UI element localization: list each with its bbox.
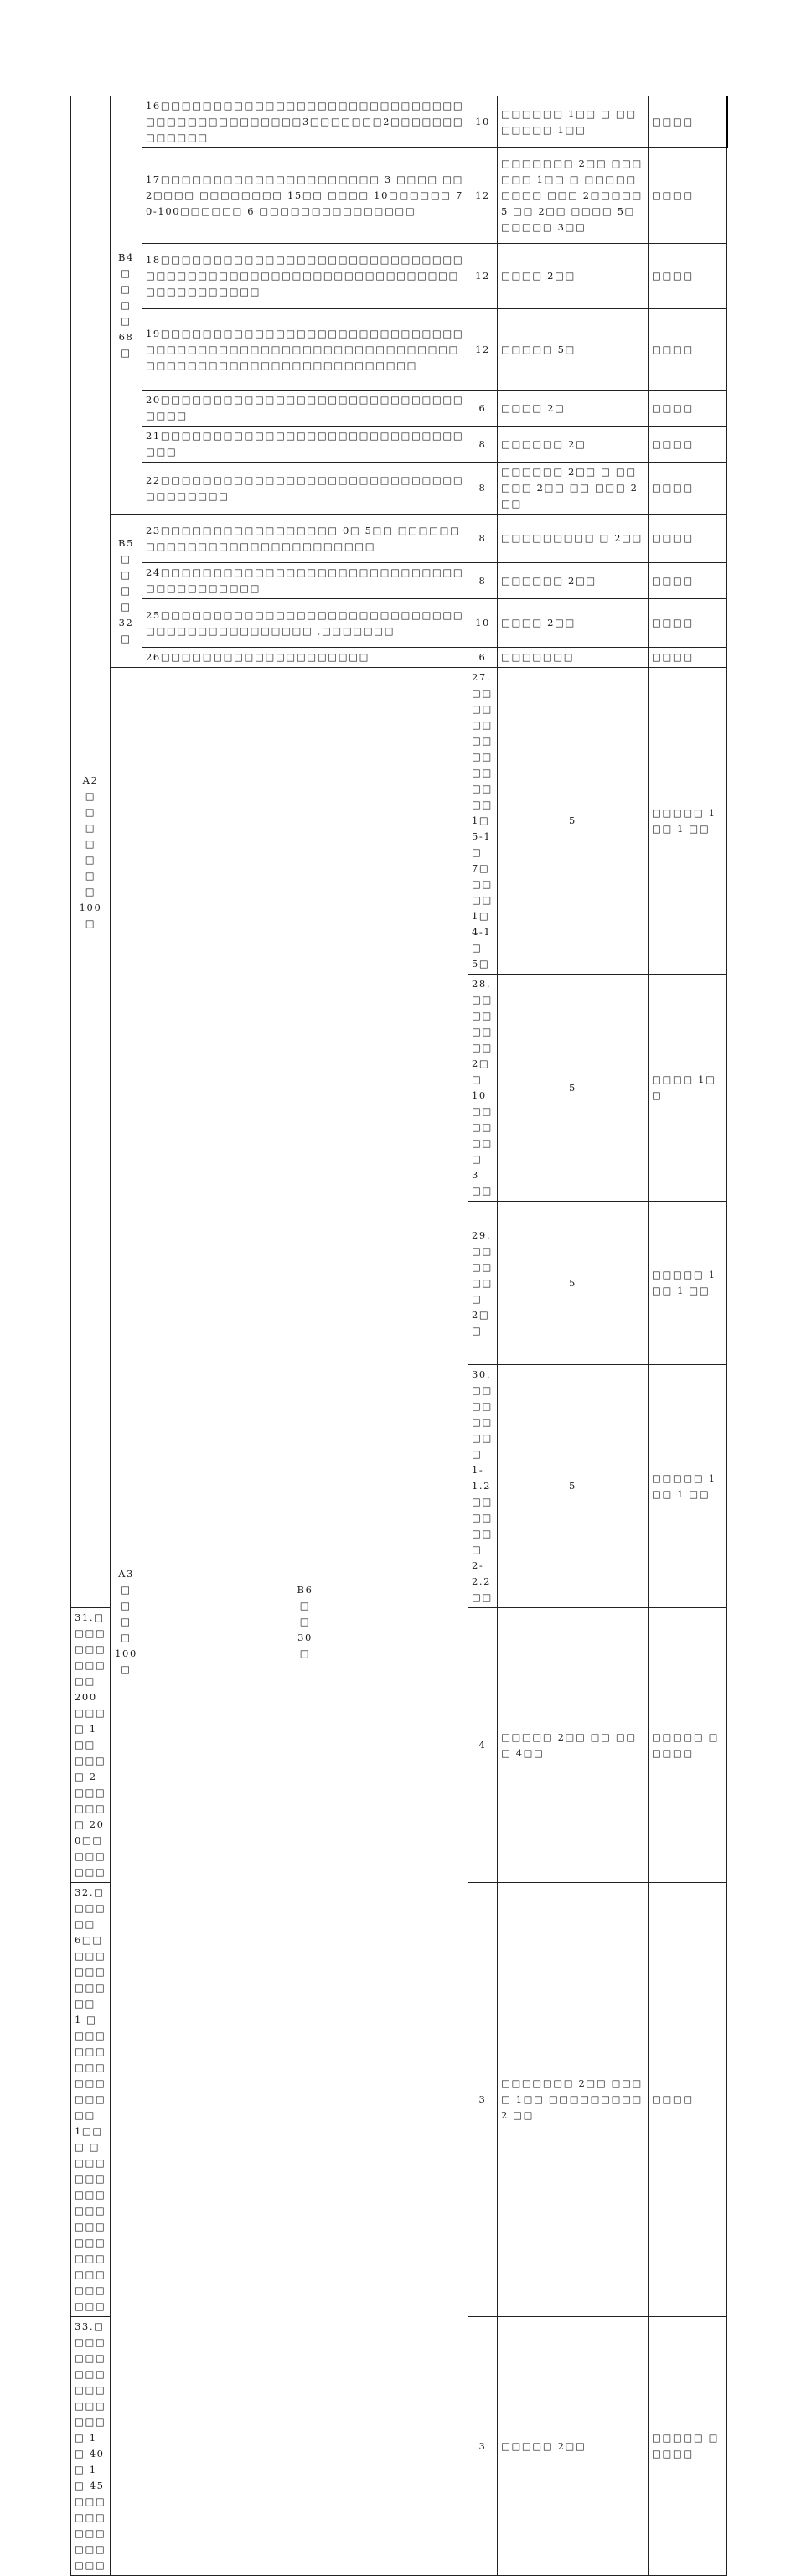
item-score: 3: [468, 2317, 498, 2576]
item-method: □□□□: [649, 427, 727, 463]
item-content: 24□□□□□□□□□□□□□□□□□□□□□□□□□□□□□□□□□□□□□□□□: [142, 563, 468, 599]
item-score: 10: [468, 599, 498, 648]
item-method: □□□□: [649, 648, 727, 668]
item-criteria: □□□□□□□ 2□□ □□□□□□ 1□□ □ □□□□□□□□□ □□□ 2□□□□□ 5 □□ 2□□ □□□□ 5□ □□□□□ 3□□: [498, 148, 649, 244]
subcategory-b6-label: B6 □ □ 30 □: [142, 668, 468, 2576]
table-row: [71, 563, 727, 599]
item-content: 31.□□□□□□□□□□□□ 200□□□□ 1□□ □□□□ 2□□□□□□□ 200□□□□□□□□: [71, 1608, 111, 1883]
item-content: 26□□□□□□□□□□□□□□□□□□□□: [142, 648, 468, 668]
category-a2-label: A2 □ □ □ □ □ □ □ 100 □: [71, 96, 111, 1608]
item-content: 25□□□□□□□□□□□□□□□□□□□□□□□□□□□□□□□□□□□□□□□□□□□□□ ,□□□□□□□: [142, 599, 468, 648]
item-criteria: □□□□□□ 2□□: [498, 563, 649, 599]
item-content: 27.□□□□□□□□□□□□ □□□□ 1□ 5-1□ 7□ □□□□ 1□ 4-1□ 5□: [468, 668, 498, 975]
item-method: □□□□: [649, 563, 727, 599]
item-method: □□□□: [649, 463, 727, 515]
item-score: 10: [468, 96, 498, 148]
item-method: □□□□: [649, 515, 727, 563]
table-row: [71, 515, 727, 563]
table-row: [71, 463, 727, 515]
item-criteria: □□□□ 2□□: [498, 244, 649, 309]
item-score: 12: [468, 309, 498, 391]
item-content: 17□□□□□□□□□□□□□□□□□□□□□ 3 □□□□ □□ 2□□□□ □□□□□□□□ 15□□ □□□□ 10□□□□□□ 70-100□□□□□□ 6 □□□□□□□□□□□□□□□: [142, 148, 468, 244]
item-method: □□□□: [649, 148, 727, 244]
item-criteria: □□□□□□□ 2□□ □□□□ 1□□ □□□□□□□□□ 2 □□: [498, 1883, 649, 2317]
item-score: 12: [468, 148, 498, 244]
item-method: □□□□: [649, 599, 727, 648]
item-criteria: □□□□ 2□: [498, 391, 649, 427]
item-content: 28.□□□□□□□□ 2□□ 10□□□□□□□ 3 □□: [468, 975, 498, 1202]
item-method: □□□□□ □□□□□: [649, 1608, 727, 1883]
item-method: □□□□: [649, 1883, 727, 2317]
item-score: 8: [468, 463, 498, 515]
item-method: □□□□□ □□□□□: [649, 2317, 727, 2576]
item-content: 30.□□□□ □□□□□ 1-1.2□□ □□□□□ 2-2.2 □□: [468, 1365, 498, 1608]
item-score: 6: [468, 391, 498, 427]
item-method: □□□□: [649, 244, 727, 309]
table-row: [71, 96, 727, 148]
item-criteria: □□□□ 1□□: [649, 975, 727, 1202]
item-criteria: □□□□□□□: [498, 648, 649, 668]
item-criteria: □□□□□□ 2□: [498, 427, 649, 463]
item-content: 18□□□□□□□□□□□□□□□□□□□□□□□□□□□□□□□□□□□□□□□□□□□□□□□□□□□□□□□□□□□□□□□□□□□□□□: [142, 244, 468, 309]
item-content: 16□□□□□□□□□□□□□□□□□□□□□□□□□□□□□□□□□□□□□□□□□□□□3□□□□□□□2□□□□□□□□□□□□□: [142, 96, 468, 148]
item-content: 21□□□□□□□□□□□□□□□□□□□□□□□□□□□□□□□□: [142, 427, 468, 463]
table-row: [71, 309, 727, 391]
table-row: [71, 427, 727, 463]
table-row: [71, 648, 727, 668]
item-method: □□□□: [649, 391, 727, 427]
item-score: 4: [468, 1608, 498, 1883]
item-content: 23□□□□□□□□□□□□□□□□□ 0□ 5□□ □□□□□□□□□□□□□□□□□□□□□□□□□□□□: [142, 515, 468, 563]
item-criteria: □□□□□ 2□□ □□ □□□ 4□□: [498, 1608, 649, 1883]
item-score: 8: [468, 563, 498, 599]
item-content: 19□□□□□□□□□□□□□□□□□□□□□□□□□□□□□□□□□□□□□□□□□□□□□□□□□□□□□□□□□□□□□□□□□□□□□□□□□□□□□□□□□□□□□: [142, 309, 468, 391]
item-criteria: □□□□□ 1 □□ 1 □□: [649, 1202, 727, 1365]
table-row: [71, 668, 727, 975]
item-score: 8: [468, 427, 498, 463]
item-criteria: □□□□□□ 2□□ □ □□□□□ 2□□ □□ □□□ 2□□: [498, 463, 649, 515]
item-score: 5: [498, 1365, 649, 1608]
table-row: [71, 148, 727, 244]
item-score: 5: [498, 975, 649, 1202]
item-content: 32.□□□□□□ 6□□□□□□□□□□□□□ 1 □□□□□□□□□□□□□□□□□□ 1□□□ □□□□□□□□□□□□□□□□□□□□□□□□□□□□□□□: [71, 1883, 111, 2317]
item-content: 29.□□□□□□□ 2□□: [468, 1202, 498, 1365]
table-row: [71, 244, 727, 309]
table-row: [71, 599, 727, 648]
item-score: 6: [468, 648, 498, 668]
evaluation-table: [70, 96, 727, 2576]
subcategory-b4-label: B4 □ □ □ □ 68 □: [111, 96, 142, 515]
subcategory-b5-label: B5 □ □ □ □ 32 □: [111, 515, 142, 668]
item-score: 3: [468, 1883, 498, 2317]
item-score: 5: [498, 668, 649, 975]
item-score: 8: [468, 515, 498, 563]
item-criteria: □□□□□□□□□ □ 2□□: [498, 515, 649, 563]
category-a3-label: A3 □ □ □ □ 100 □: [111, 668, 142, 2576]
item-criteria: □□□□□ 1 □□ 1 □□: [649, 1365, 727, 1608]
item-criteria: □□□□ 2□□: [498, 599, 649, 648]
item-method: □□□□: [649, 96, 727, 148]
item-method: □□□□: [649, 309, 727, 391]
item-score: 12: [468, 244, 498, 309]
item-criteria: □□□□□ 1 □□ 1 □□: [649, 668, 727, 975]
table-row: [71, 391, 727, 427]
item-criteria: □□□□□ 5□: [498, 309, 649, 391]
item-criteria: □□□□□□ 1□□ □ □□□□□□□ 1□□: [498, 96, 649, 148]
item-criteria: □□□□□ 2□□: [498, 2317, 649, 2576]
item-content: 20□□□□□□□□□□□□□□□□□□□□□□□□□□□□□□□□□: [142, 391, 468, 427]
item-content: 22□□□□□□□□□□□□□□□□□□□□□□□□□□□□□□□□□□□□□: [142, 463, 468, 515]
item-content: 33.□□□□□□□□□□ □□□□□□□□□□ 1□ 40□ 1□ 45□□□□□□□□□□□□□□□: [71, 2317, 111, 2576]
item-score: 5: [498, 1202, 649, 1365]
